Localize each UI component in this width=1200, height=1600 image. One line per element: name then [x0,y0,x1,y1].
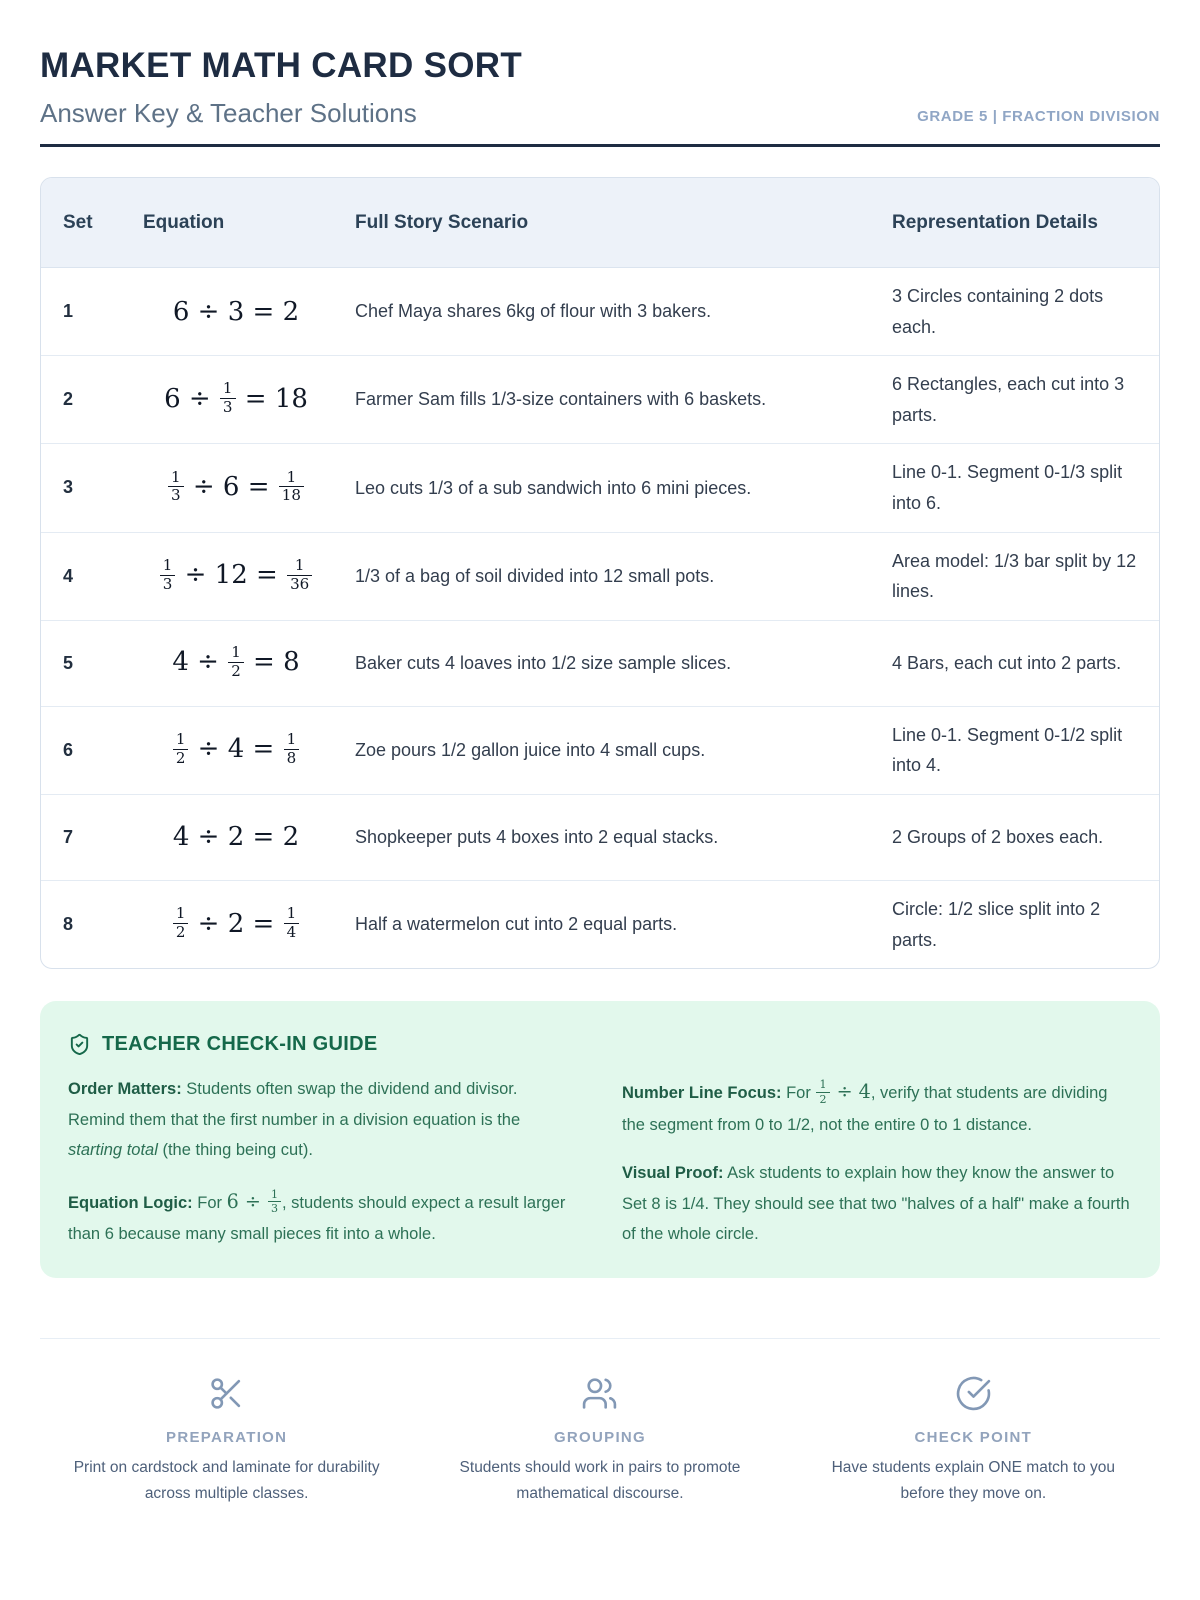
fraction-denominator: 3 [268,1201,281,1215]
guide-note-label: Order Matters: [68,1080,182,1099]
fraction-numerator: 1 [175,904,186,923]
answer-table [40,177,1160,969]
footer-tip [40,1375,413,1508]
page-subtitle: Answer Key & Teacher Solutions [40,98,417,128]
set-number: 7 [63,826,74,847]
fraction [160,555,176,593]
equation-cell [143,379,355,417]
representation-cell: Line 0-1. Segment 0-1/2 split into 4. [892,724,1123,776]
fraction [284,732,300,767]
fraction-denominator: 4 [284,923,300,941]
footer-tip [413,1375,786,1508]
math-expression: 4 ÷ $\frac{1}{2}$ = 8 [172,642,300,680]
fraction-numerator: 1 [175,730,186,749]
math-expression: 6 ÷ $\frac{1}{3}$ = 18 [164,379,308,417]
representation-cell: 2 Groups of 2 boxes each. [892,827,1104,848]
fraction-denominator: 3 [220,398,236,416]
users-icon [423,1375,776,1417]
equation-cell [143,904,355,942]
table-body [41,268,1159,968]
math-expression: $\frac{1}{2}$ ÷ 2 = $\frac{1}{4}$ [172,909,300,939]
fraction [287,555,312,593]
math-expression: 6 ÷ $\frac{1}{3}$ [227,1190,282,1213]
fraction-denominator: 3 [168,486,184,504]
equation-cell [143,730,355,768]
fraction-denominator: 2 [228,662,244,680]
table-row [41,620,1159,706]
equation-cell [143,467,355,506]
fraction-denominator: 2 [173,923,189,941]
set-number: 4 [63,565,74,586]
scenario-cell: Baker cuts 4 loaves into 1/2 size sample slices. [355,652,732,673]
guide-note-label: Number Line Focus: [622,1084,782,1103]
guide-header [68,1033,1132,1056]
fraction [279,467,304,505]
table-row [41,706,1159,794]
guide-title: TEACHER CHECK-IN GUIDE [102,1033,378,1056]
table-row [41,268,1159,355]
representation-cell: 3 Circles containing 2 dots each. [892,286,1104,337]
math-expression: $\frac{1}{3}$ ÷ 12 = $\frac{1}{36}$ [159,560,314,590]
footer-divider [40,1338,1160,1339]
table-header-row [41,178,1159,268]
equation-cell [143,297,355,327]
subtitle-row [40,98,1160,129]
fraction [220,381,236,416]
representation-cell: 6 Rectangles, each cut into 3 parts. [892,374,1125,425]
fraction-numerator: 1 [294,555,305,574]
fraction-numerator: 1 [286,730,297,749]
equation-cell [143,555,355,594]
fraction [268,1189,281,1215]
fraction [173,906,189,941]
page-title: MARKET MATH CARD SORT [40,46,522,85]
scenario-cell: Zoe pours 1/2 gallon juice into 4 small cups. [355,739,706,760]
equation-cell [143,822,355,852]
guide-columns [68,1056,1132,1249]
fraction [173,732,189,767]
check-circle-icon [797,1375,1150,1417]
fraction-denominator: 2 [173,749,189,767]
scenario-cell: Chef Maya shares 6kg of flour with 3 bakers. [355,301,712,322]
scenario-cell: Shopkeeper puts 4 boxes into 2 equal stacks. [355,827,719,848]
table-row [41,880,1159,968]
fraction-denominator: 3 [160,575,176,593]
column-header-representation: Representation Details [892,211,1098,233]
math-expression: $\frac{1}{2}$ ÷ 4 = $\frac{1}{8}$ [172,734,300,764]
column-header-scenario: Full Story Scenario [355,211,529,233]
column-header-set: Set [63,211,93,233]
table-row [41,794,1159,880]
guide-note: Order Matters: Students often swap the dividend and divisor. Remind them that the first number in a division equation is the starting total (the thing being cut). [68,1080,521,1160]
fraction [816,1079,829,1105]
guide-column [68,1056,578,1249]
fraction-numerator: 1 [162,555,173,574]
footer-tip-label: CHECK POINT [914,1428,1033,1446]
fraction [228,642,244,680]
set-number: 2 [63,389,74,410]
scenario-cell: 1/3 of a bag of soil divided into 12 small pots. [355,565,715,586]
fraction-denominator: 36 [287,575,312,593]
set-number: 3 [63,477,74,498]
teacher-guide-panel [40,1001,1160,1277]
fraction-numerator: 1 [222,379,233,398]
representation-cell: 4 Bars, each cut into 2 parts. [892,652,1122,673]
equation-cell [143,642,355,681]
representation-cell: Area model: 1/3 bar split by 12 lines. [892,550,1137,602]
guide-note: Number Line Focus: For $\frac{1}{2}$ ÷ 4, verify that students are dividing the segment from 0 to 1/2, not the entire 0 to 1 distance. [622,1077,1108,1134]
fraction-denominator: 18 [279,486,304,504]
guide-note: Equation Logic: For 6 ÷ $\frac{1}{3}$ , students should expect a result larger than 6 because many small pieces fit into a whole. [68,1187,566,1244]
footer-tip-text: Students should work in pairs to promote mathematical discourse. [459,1458,741,1503]
grade-badge: GRADE 5 | FRACTION DIVISION [917,108,1160,125]
table-row [41,443,1159,531]
scissors-icon [50,1375,403,1417]
header-divider [40,144,1160,147]
footer-tip-text: Have students explain ONE match to you before they move on. [831,1458,1116,1503]
fraction-denominator: 2 [816,1092,829,1106]
column-header-equation: Equation [143,211,225,233]
set-number: 5 [63,652,74,673]
footer-tip [787,1375,1160,1508]
guide-note-label: Visual Proof: [622,1164,724,1183]
representation-cell: Circle: 1/2 slice split into 2 parts. [892,898,1101,950]
scenario-cell: Half a watermelon cut into 2 equal parts. [355,914,678,935]
footer-tip-text: Print on cardstock and laminate for durability across multiple classes. [73,1458,380,1503]
fraction [284,906,300,941]
set-number: 6 [63,739,74,760]
set-number: 1 [63,301,74,322]
math-expression: 4 ÷ 2 = 2 [172,822,300,853]
math-expression: $\frac{1}{2}$ ÷ 4 [815,1080,870,1103]
footer-tip-label: PREPARATION [166,1428,288,1446]
fraction-numerator: 1 [171,467,181,486]
set-number: 8 [63,914,74,935]
math-expression: $\frac{1}{3}$ ÷ 6 = $\frac{1}{18}$ [167,472,305,502]
math-expression: 6 ÷ 3 = 2 [172,296,300,327]
representation-cell: Line 0-1. Segment 0-1/3 split into 6. [892,462,1123,513]
fraction-numerator: 1 [286,904,297,923]
footer-tip-label: GROUPING [553,1428,647,1446]
fraction [168,467,184,505]
fraction-numerator: 1 [819,1077,827,1091]
fraction-numerator: 1 [270,1187,278,1201]
table-row [41,355,1159,443]
fraction-denominator: 8 [284,749,300,767]
table-row [41,532,1159,620]
guide-column [622,1056,1132,1249]
footer-tips [40,1375,1160,1508]
italic-text: starting total [68,1141,158,1160]
guide-note-label: Equation Logic: [68,1193,193,1212]
scenario-cell: Farmer Sam fills 1/3-size containers with 6 baskets. [355,389,767,410]
fraction-numerator: 1 [286,467,297,486]
fraction-numerator: 1 [231,642,241,661]
shield-check-icon [68,1033,91,1056]
scenario-cell: Leo cuts 1/3 of a sub sandwich into 6 mini pieces. [355,477,752,498]
guide-note: Visual Proof: Ask students to explain how they know the answer to Set 8 is 1/4. They should see that two "halves of a half" make a fourth of the whole circle. [622,1164,1130,1244]
